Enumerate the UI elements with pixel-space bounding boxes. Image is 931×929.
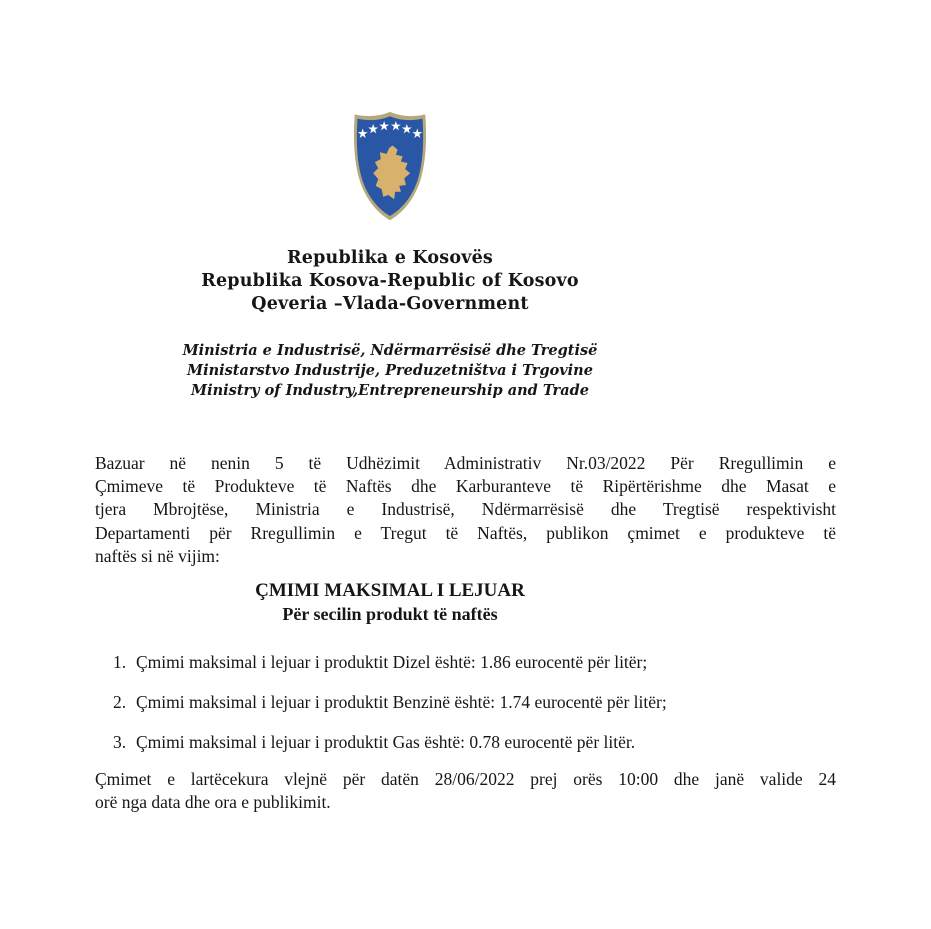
intro-line: Departamenti për Rregullimin e Tregut të Naftës, publikon çmimet e produkteve të	[95, 522, 836, 543]
emblem-container	[95, 0, 685, 223]
intro-line: Bazuar në nenin 5 të Udhëzimit Administrativ Nr.03/2022 Për Rregullimin e	[95, 453, 836, 473]
list-item-dizel	[113, 651, 931, 674]
header-line-bilingual: Republika Kosova-Republic of Kosovo	[201, 271, 579, 291]
header-block	[95, 247, 685, 316]
ministry-line-albanian: Ministria e Industrisë, Ndërmarrësisë dhe Tregtisë	[182, 342, 598, 359]
intro-line: Çmimeve të Produkteve të Naftës dhe Karburanteve të Ripërtërishme dhe Masat e	[95, 476, 836, 497]
ministry-line-serbian: Ministarstvo Industrije, Preduzetništva i Trgovine	[187, 362, 593, 379]
section-title	[95, 580, 685, 625]
item-text: Çmimi maksimal i lejuar i produktit Gas është: 0.78 eurocentë për litër.	[136, 732, 636, 753]
footer-paragraph	[95, 768, 836, 814]
item-text: Çmimi maksimal i lejuar i produktit Benzinë është: 1.74 eurocentë për litër;	[136, 692, 667, 713]
intro-line: naftës si në vijim:	[95, 545, 220, 566]
item-number: 3.	[113, 732, 127, 753]
item-number: 2.	[113, 692, 127, 713]
header-line-government: Qeveria –Vlada-Government	[251, 294, 529, 314]
item-text: Çmimi maksimal i lejuar i produktit Dizel është: 1.86 eurocentë për litër;	[136, 652, 648, 673]
price-list	[113, 651, 931, 754]
footer-line: Çmimet e lartëcekura vlejnë për datën 28/06/2022 prej orës 10:00 dhe janë valide 24	[95, 769, 836, 790]
section-title-line2: Për secilin produkt të naftës	[282, 603, 498, 624]
kosovo-coat-of-arms-icon	[348, 110, 432, 223]
ministry-line-english: Ministry of Industry,Entrepreneurship and Trade	[191, 382, 589, 399]
list-item-benzine	[113, 691, 931, 714]
section-title-line1: ÇMIMI MAKSIMAL I LEJUAR	[255, 580, 525, 602]
intro-line: tjera Mbrojtëse, Ministria e Industrisë, Ndërmarrësisë dhe Tregtisë respektivisht	[95, 499, 836, 520]
list-item-gas	[113, 731, 931, 754]
footer-line: orë nga data dhe ora e publikimit.	[95, 792, 331, 813]
ministry-block	[95, 341, 685, 401]
header-line-albanian: Republika e Kosovës	[287, 248, 493, 268]
item-number: 1.	[113, 652, 127, 673]
intro-paragraph	[95, 452, 836, 568]
